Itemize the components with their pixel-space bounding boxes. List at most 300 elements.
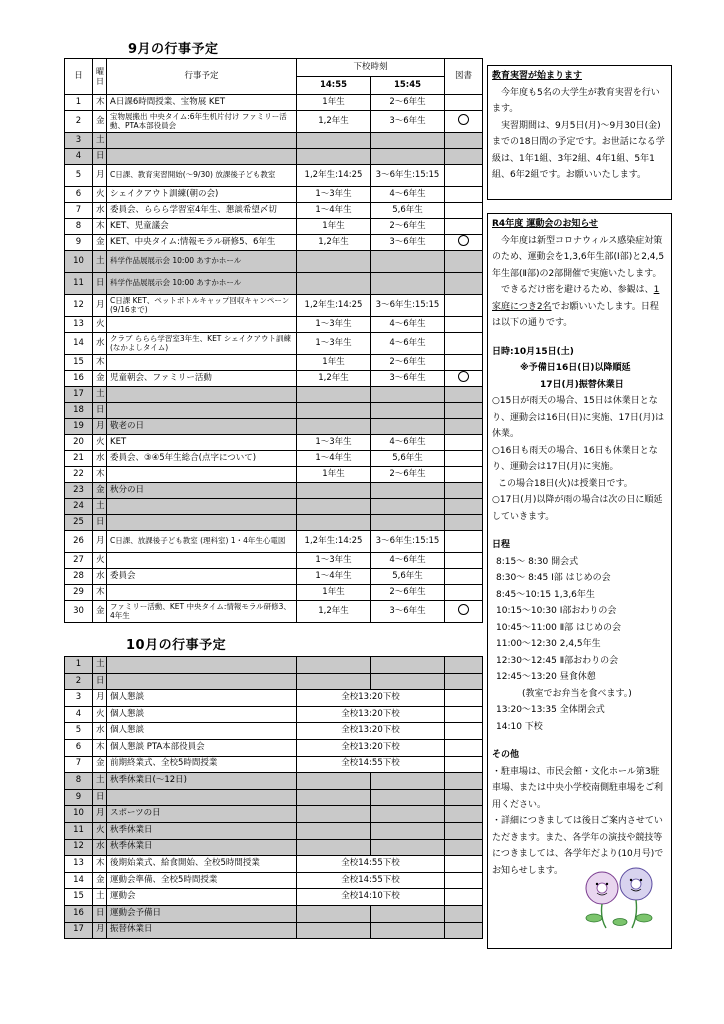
- sep-cell-library: [445, 451, 483, 467]
- notice2-p5: この場合18日(火)は授業日です。: [498, 478, 633, 489]
- oct-cell-weekday: 水: [93, 723, 107, 740]
- flower-left-icon: [586, 872, 618, 904]
- oct-cell-time1: [297, 905, 371, 922]
- sep-cell-time1: 1,2年生:14:25: [297, 295, 371, 317]
- sep-cell-time1: 1～3年生: [297, 317, 371, 333]
- sep-cell-day: 9: [65, 235, 93, 251]
- oct-cell-time1: [297, 773, 371, 790]
- sep-cell-event: A日課6時間授業、宝物展 KET: [107, 95, 297, 111]
- oct-cell-time2: [371, 922, 445, 939]
- notice2-substitute-holiday: 17日(月)振替休業日: [540, 379, 624, 390]
- sep-cell-event: ファミリー活動、KET 中央タイム:情報モラル研修3、4年生: [107, 601, 297, 623]
- library-circle-icon: [458, 604, 469, 615]
- october-row: [65, 905, 483, 922]
- other-details: ・詳細につきましては後日ご案内させていただきます。また、各学年の演技や競技等につきましては、各学年だより(10月号)でお知らせします。: [492, 816, 664, 876]
- sep-cell-library: [445, 403, 483, 419]
- sep-cell-time2: [371, 499, 445, 515]
- sep-cell-weekday: 日: [93, 515, 107, 531]
- oct-cell-day: 12: [65, 839, 93, 856]
- sep-cell-weekday: 水: [93, 333, 107, 355]
- flower-right-icon: [620, 868, 652, 900]
- september-row: [65, 451, 483, 467]
- october-row: [65, 690, 483, 707]
- sep-cell-time2: 4～6年生: [371, 187, 445, 203]
- sep-cell-library: [445, 467, 483, 483]
- sports-day-notice: [487, 213, 672, 949]
- sep-cell-weekday: 金: [93, 371, 107, 387]
- oct-cell-day: 2: [65, 673, 93, 690]
- oct-cell-library: [445, 739, 483, 756]
- sep-cell-day: 25: [65, 515, 93, 531]
- sep-cell-weekday: 月: [93, 419, 107, 435]
- sep-cell-day: 22: [65, 467, 93, 483]
- september-row: [65, 219, 483, 235]
- library-circle-icon: [458, 371, 469, 382]
- oct-cell-library: [445, 673, 483, 690]
- sep-cell-event: 敬老の日: [107, 419, 297, 435]
- september-row: [65, 601, 483, 623]
- oct-cell-day: 16: [65, 905, 93, 922]
- sep-cell-time2: 5,6年生: [371, 451, 445, 467]
- oct-cell-day: 5: [65, 723, 93, 740]
- october-row: [65, 789, 483, 806]
- sep-cell-weekday: 土: [93, 251, 107, 273]
- october-row: [65, 756, 483, 773]
- sep-cell-event: C日課、放課後子ども教室 (理科室) 1・4年生心電図: [107, 531, 297, 553]
- sep-cell-event: 委員会、③④5年生総合(点字について): [107, 451, 297, 467]
- sep-cell-time1: 1～4年生: [297, 203, 371, 219]
- sep-cell-time2: 4～6年生: [371, 317, 445, 333]
- oct-cell-library: [445, 706, 483, 723]
- oct-cell-event: 個人懇談: [107, 723, 297, 740]
- sep-cell-time1: 1～3年生: [297, 435, 371, 451]
- oct-cell-event: [107, 789, 297, 806]
- sep-cell-weekday: 木: [93, 95, 107, 111]
- oct-cell-event: [107, 673, 297, 690]
- sep-cell-weekday: 水: [93, 569, 107, 585]
- sep-cell-time2: 3～6年生:15:15: [371, 531, 445, 553]
- sep-cell-time1: 1,2年生: [297, 235, 371, 251]
- sep-cell-library: [445, 435, 483, 451]
- notice2-p4: ○16日も雨天の場合、16日も休業日となり、運動会は17日(月)に実施。: [492, 445, 658, 472]
- oct-cell-event: 秋季休業日: [107, 822, 297, 839]
- sep-cell-day: 4: [65, 149, 93, 165]
- sep-cell-event: C日課、教育実習開始(～9/30) 放課後子ども教室: [107, 165, 297, 187]
- other-title: その他: [492, 750, 520, 760]
- oct-cell-event: 個人懇談: [107, 690, 297, 707]
- oct-cell-time1: [297, 657, 371, 674]
- oct-cell-library: [445, 905, 483, 922]
- oct-cell-weekday: 木: [93, 856, 107, 873]
- schedule-item: 14:10 下校: [496, 721, 543, 732]
- october-row: [65, 806, 483, 823]
- october-row: [65, 673, 483, 690]
- sep-cell-library: [445, 317, 483, 333]
- sep-cell-weekday: 火: [93, 317, 107, 333]
- sep-cell-time1: 1年生: [297, 585, 371, 601]
- sep-cell-day: 15: [65, 355, 93, 371]
- oct-cell-time1: [297, 922, 371, 939]
- sep-cell-weekday: 木: [93, 585, 107, 601]
- sep-cell-time2: 3～6年生:15:15: [371, 165, 445, 187]
- sep-cell-time2: [371, 251, 445, 273]
- sep-cell-time2: 4～6年生: [371, 553, 445, 569]
- sep-cell-weekday: 月: [93, 295, 107, 317]
- sep-cell-day: 19: [65, 419, 93, 435]
- oct-cell-dismissal: 全校14:10下校: [297, 889, 445, 906]
- sep-cell-day: 5: [65, 165, 93, 187]
- sep-cell-weekday: 火: [93, 553, 107, 569]
- oct-cell-event: 運動会予備日: [107, 905, 297, 922]
- oct-cell-day: 15: [65, 889, 93, 906]
- oct-cell-weekday: 金: [93, 756, 107, 773]
- notice1-title: 教育実習が始まります: [492, 71, 583, 81]
- oct-cell-library: [445, 872, 483, 889]
- sep-cell-time1: 1年生: [297, 95, 371, 111]
- september-row: [65, 295, 483, 317]
- schedule-item: 10:15～10:30 Ⅰ部おわりの会: [496, 606, 617, 616]
- sep-cell-day: 27: [65, 553, 93, 569]
- sep-cell-time2: [371, 387, 445, 403]
- header-time-1545: 15:45: [371, 77, 445, 95]
- sep-cell-library: [445, 515, 483, 531]
- sep-cell-weekday: 月: [93, 531, 107, 553]
- october-row: [65, 822, 483, 839]
- sep-cell-time2: 3～6年生: [371, 235, 445, 251]
- sep-cell-day: 26: [65, 531, 93, 553]
- sep-cell-weekday: 木: [93, 355, 107, 371]
- september-row: [65, 95, 483, 111]
- sep-cell-day: 21: [65, 451, 93, 467]
- sports-day-schedule: [492, 554, 667, 736]
- oct-cell-weekday: 土: [93, 889, 107, 906]
- oct-cell-weekday: 火: [93, 822, 107, 839]
- sep-cell-weekday: 水: [93, 451, 107, 467]
- schedule-item: 12:45～13:20 昼食休憩: [496, 672, 596, 682]
- oct-cell-time1: [297, 789, 371, 806]
- sep-cell-event: [107, 553, 297, 569]
- sep-cell-day: 20: [65, 435, 93, 451]
- sep-cell-event: [107, 467, 297, 483]
- sep-cell-time1: [297, 515, 371, 531]
- oct-cell-event: 後期始業式、給食開始、全校5時間授業: [107, 856, 297, 873]
- sep-cell-library: [445, 295, 483, 317]
- october-row: [65, 773, 483, 790]
- sep-cell-library: [445, 371, 483, 387]
- september-row: [65, 149, 483, 165]
- other-parking: ・駐車場は、市民会館・文化ホール第3駐車場、または中央小学校南側駐車場をご利用ください。: [492, 766, 664, 810]
- oct-cell-day: 17: [65, 922, 93, 939]
- oct-cell-time1: [297, 806, 371, 823]
- september-row: [65, 585, 483, 601]
- sep-cell-library: [445, 355, 483, 371]
- oct-cell-library: [445, 723, 483, 740]
- sep-cell-time2: 4～6年生: [371, 333, 445, 355]
- sep-cell-weekday: 日: [93, 273, 107, 295]
- sep-cell-time1: [297, 483, 371, 499]
- sep-cell-time1: 1,2年生:14:25: [297, 531, 371, 553]
- oct-cell-day: 4: [65, 706, 93, 723]
- sep-cell-time1: 1～3年生: [297, 553, 371, 569]
- oct-cell-dismissal: 全校13:20下校: [297, 706, 445, 723]
- sep-cell-weekday: 日: [93, 403, 107, 419]
- september-row: [65, 483, 483, 499]
- september-row: [65, 467, 483, 483]
- oct-cell-weekday: 火: [93, 706, 107, 723]
- sep-cell-day: 3: [65, 133, 93, 149]
- sep-cell-library: [445, 387, 483, 403]
- oct-cell-time2: [371, 773, 445, 790]
- oct-cell-library: [445, 889, 483, 906]
- sep-cell-day: 18: [65, 403, 93, 419]
- september-row: [65, 355, 483, 371]
- sep-cell-library: [445, 133, 483, 149]
- sep-cell-event: [107, 355, 297, 371]
- sep-cell-library: [445, 585, 483, 601]
- sep-cell-time1: [297, 133, 371, 149]
- sep-cell-event: 科学作品展展示会 10:00 あすかホール: [107, 273, 297, 295]
- oct-cell-time2: [371, 905, 445, 922]
- september-title: 9月の行事予定: [128, 42, 219, 57]
- sep-cell-day: 10: [65, 251, 93, 273]
- oct-cell-weekday: 日: [93, 789, 107, 806]
- oct-cell-library: [445, 822, 483, 839]
- schedule-item: 13:20～13:35 全体閉会式: [496, 705, 605, 715]
- header-event: 行事予定: [107, 59, 297, 95]
- sep-cell-time1: 1年生: [297, 467, 371, 483]
- sep-cell-day: 30: [65, 601, 93, 623]
- sep-cell-weekday: 木: [93, 467, 107, 483]
- october-row: [65, 922, 483, 939]
- oct-cell-time1: [297, 839, 371, 856]
- sep-cell-day: 28: [65, 569, 93, 585]
- oct-cell-dismissal: 全校13:20下校: [297, 690, 445, 707]
- sep-cell-event: [107, 133, 297, 149]
- oct-cell-day: 3: [65, 690, 93, 707]
- september-schedule-table: [64, 58, 483, 623]
- october-rows: [65, 657, 483, 939]
- teaching-practice-notice: [487, 65, 672, 200]
- oct-cell-day: 9: [65, 789, 93, 806]
- sep-cell-library: [445, 95, 483, 111]
- sep-cell-weekday: 木: [93, 219, 107, 235]
- sep-cell-time2: 3～6年生:15:15: [371, 295, 445, 317]
- sep-cell-time1: [297, 499, 371, 515]
- schedule-item: 11:00～12:30 2,4,5年生: [496, 639, 601, 649]
- sep-cell-time1: 1年生: [297, 219, 371, 235]
- oct-cell-library: [445, 856, 483, 873]
- oct-cell-time2: [371, 822, 445, 839]
- oct-cell-library: [445, 839, 483, 856]
- notice2-date: 日時:10月15日(土): [492, 346, 574, 357]
- sep-cell-day: 7: [65, 203, 93, 219]
- sep-cell-day: 24: [65, 499, 93, 515]
- sep-cell-time1: [297, 387, 371, 403]
- sep-cell-time1: [297, 273, 371, 295]
- sep-cell-time2: 2～6年生: [371, 467, 445, 483]
- september-rows: [65, 95, 483, 623]
- oct-cell-weekday: 水: [93, 839, 107, 856]
- sep-cell-time1: 1,2年生: [297, 111, 371, 133]
- sep-cell-event: シェイクアウト訓練(朝の会): [107, 187, 297, 203]
- september-row: [65, 273, 483, 295]
- sep-cell-day: 12: [65, 295, 93, 317]
- september-row: [65, 317, 483, 333]
- oct-cell-event: 個人懇談: [107, 706, 297, 723]
- sep-cell-time2: 3～6年生: [371, 371, 445, 387]
- oct-cell-weekday: 金: [93, 872, 107, 889]
- oct-cell-library: [445, 690, 483, 707]
- sep-cell-weekday: 土: [93, 133, 107, 149]
- sep-cell-library: [445, 419, 483, 435]
- sep-cell-day: 17: [65, 387, 93, 403]
- oct-cell-weekday: 土: [93, 657, 107, 674]
- sep-cell-day: 8: [65, 219, 93, 235]
- schedule-item: 8:15～ 8:30 開会式: [496, 556, 579, 567]
- sep-cell-time1: 1～4年生: [297, 451, 371, 467]
- september-row: [65, 499, 483, 515]
- header-dismissal: 下校時刻: [297, 59, 445, 77]
- sep-cell-library: [445, 187, 483, 203]
- october-title: 10月の行事予定: [126, 638, 227, 653]
- sep-cell-time2: [371, 515, 445, 531]
- october-row: [65, 839, 483, 856]
- sep-cell-event: C日課 KET、ペットボトルキャップ回収キャンペーン(9/16まで): [107, 295, 297, 317]
- sep-cell-weekday: 金: [93, 483, 107, 499]
- oct-cell-time2: [371, 673, 445, 690]
- sep-cell-event: 委員会: [107, 569, 297, 585]
- sep-cell-library: [445, 601, 483, 623]
- oct-cell-day: 7: [65, 756, 93, 773]
- schedule-item: 8:45～10:15 1,3,6年生: [496, 589, 595, 600]
- sep-cell-time1: [297, 251, 371, 273]
- oct-cell-library: [445, 773, 483, 790]
- october-row: [65, 706, 483, 723]
- sep-cell-time1: [297, 419, 371, 435]
- sep-cell-time1: 1～4年生: [297, 569, 371, 585]
- october-row: [65, 723, 483, 740]
- schedule-item: 8:30～ 8:45 Ⅰ部 はじめの会: [496, 573, 611, 583]
- september-row: [65, 333, 483, 355]
- oct-cell-day: 6: [65, 739, 93, 756]
- sep-cell-weekday: 土: [93, 499, 107, 515]
- sep-cell-time2: 2～6年生: [371, 585, 445, 601]
- sep-cell-event: [107, 387, 297, 403]
- sep-cell-time1: 1,2年生: [297, 601, 371, 623]
- sep-cell-time2: [371, 483, 445, 499]
- library-circle-icon: [458, 235, 469, 246]
- sep-cell-time2: [371, 133, 445, 149]
- september-row: [65, 553, 483, 569]
- september-row: [65, 531, 483, 553]
- sep-cell-time1: 1～3年生: [297, 187, 371, 203]
- sep-cell-day: 14: [65, 333, 93, 355]
- sep-cell-time2: [371, 149, 445, 165]
- oct-cell-day: 11: [65, 822, 93, 839]
- sep-cell-day: 1: [65, 95, 93, 111]
- sep-cell-weekday: 土: [93, 387, 107, 403]
- sep-cell-library: [445, 219, 483, 235]
- sep-cell-event: 宝物展搬出 中央タイム:6年生机片付け ファミリー活動、PTA本部役員会: [107, 111, 297, 133]
- sep-cell-day: 6: [65, 187, 93, 203]
- oct-cell-weekday: 土: [93, 773, 107, 790]
- september-row: [65, 187, 483, 203]
- september-row: [65, 419, 483, 435]
- sep-cell-time2: 5,6年生: [371, 569, 445, 585]
- oct-cell-dismissal: 全校14:55下校: [297, 872, 445, 889]
- sep-cell-day: 29: [65, 585, 93, 601]
- notice2-title: R4年度 運動会のお知らせ: [492, 219, 599, 229]
- sep-cell-event: KET、児童議会: [107, 219, 297, 235]
- sep-cell-library: [445, 235, 483, 251]
- october-row: [65, 872, 483, 889]
- sep-cell-weekday: 火: [93, 187, 107, 203]
- sep-cell-time1: [297, 403, 371, 419]
- sep-cell-time2: 5,6年生: [371, 203, 445, 219]
- sep-cell-library: [445, 273, 483, 295]
- october-row: [65, 657, 483, 674]
- september-row: [65, 371, 483, 387]
- september-row: [65, 515, 483, 531]
- september-row: [65, 133, 483, 149]
- october-row: [65, 889, 483, 906]
- sep-cell-time2: [371, 419, 445, 435]
- notice2-p6: ○17日(月)以降が雨の場合は次の日に順延していきます。: [492, 495, 663, 522]
- oct-cell-day: 13: [65, 856, 93, 873]
- sep-cell-weekday: 金: [93, 111, 107, 133]
- notice2-p2: できるだけ密を避けるため、参観は、1家庭につき2名でお願いいたします。日程は以下の通りです。: [492, 285, 660, 328]
- sep-cell-library: [445, 569, 483, 585]
- sep-cell-weekday: 月: [93, 165, 107, 187]
- oct-cell-event: 秋季休業日: [107, 839, 297, 856]
- oct-cell-weekday: 月: [93, 690, 107, 707]
- sep-cell-weekday: 火: [93, 435, 107, 451]
- notice2-backup-date: ※予備日16日(日)以降順延: [520, 363, 631, 373]
- sep-cell-event: [107, 403, 297, 419]
- sep-cell-library: [445, 203, 483, 219]
- september-row: [65, 251, 483, 273]
- oct-cell-weekday: 木: [93, 739, 107, 756]
- oct-cell-time2: [371, 789, 445, 806]
- schedule-item: 12:30～12:45 Ⅱ部おわりの会: [496, 655, 619, 666]
- sep-cell-library: [445, 111, 483, 133]
- oct-cell-event: 前期終業式、全校5時間授業: [107, 756, 297, 773]
- oct-cell-event: 個人懇談 PTA本部役員会: [107, 739, 297, 756]
- schedule-item: 10:45～11:00 Ⅱ部 はじめの会: [496, 622, 622, 633]
- september-row: [65, 203, 483, 219]
- sep-cell-library: [445, 149, 483, 165]
- oct-cell-time1: [297, 673, 371, 690]
- sep-cell-time2: 3～6年生: [371, 111, 445, 133]
- oct-cell-day: 1: [65, 657, 93, 674]
- oct-cell-day: 10: [65, 806, 93, 823]
- sep-cell-time1: 1,2年生:14:25: [297, 165, 371, 187]
- sep-cell-library: [445, 251, 483, 273]
- header-library: 図書: [445, 59, 483, 95]
- sep-cell-day: 13: [65, 317, 93, 333]
- header-weekday: 曜日: [93, 59, 107, 95]
- sep-cell-weekday: 金: [93, 235, 107, 251]
- sep-cell-weekday: 金: [93, 601, 107, 623]
- sep-cell-time2: 2～6年生: [371, 355, 445, 371]
- september-row: [65, 387, 483, 403]
- oct-cell-dismissal: 全校13:20下校: [297, 723, 445, 740]
- sep-cell-library: [445, 531, 483, 553]
- september-row: [65, 235, 483, 251]
- schedule-title: 日程: [492, 540, 511, 550]
- oct-cell-library: [445, 657, 483, 674]
- oct-cell-dismissal: 全校14:55下校: [297, 856, 445, 873]
